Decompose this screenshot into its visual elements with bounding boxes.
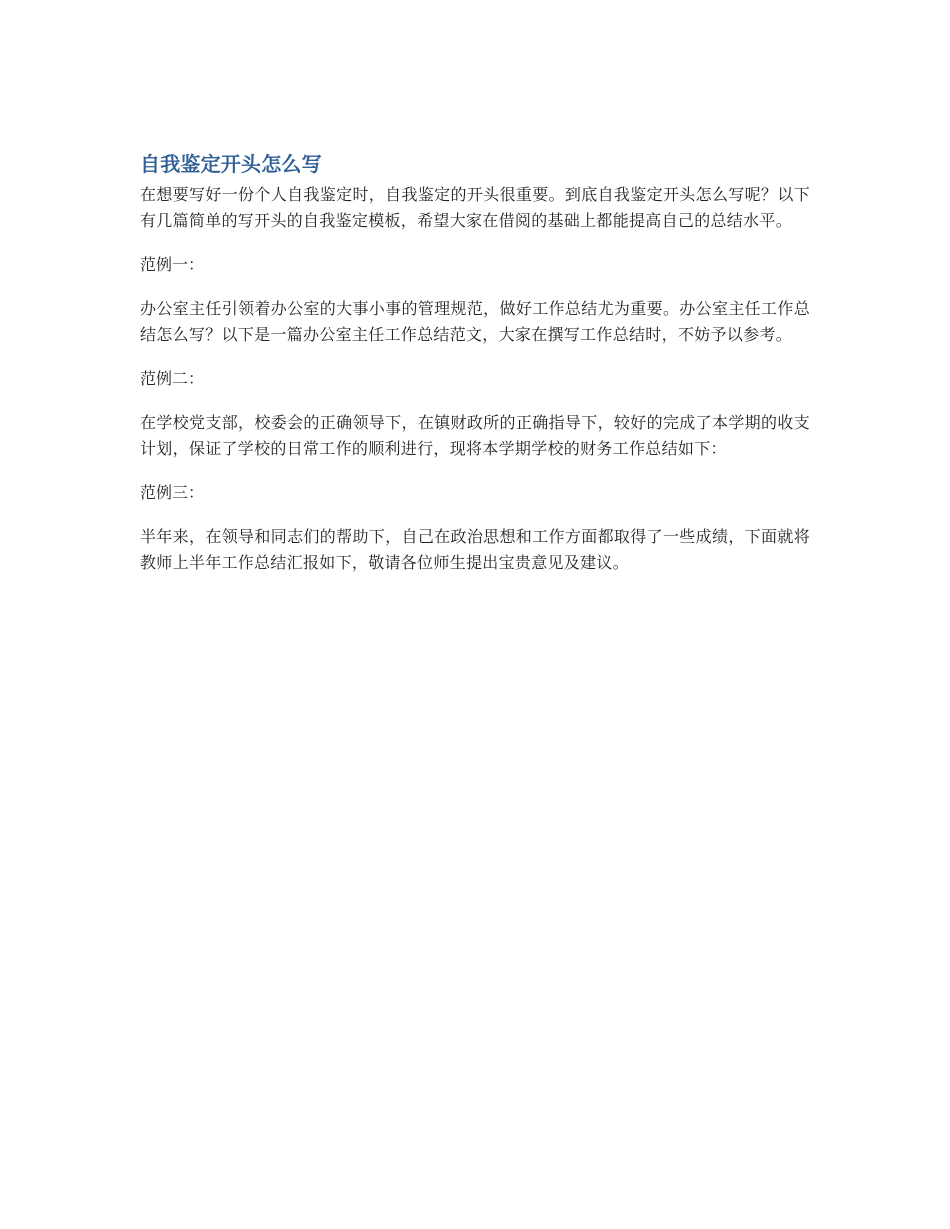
document-title: 自我鉴定开头怎么写 xyxy=(140,152,322,176)
example-2-label: 范例二： xyxy=(140,369,205,388)
example-1-label: 范例一： xyxy=(140,255,205,274)
example-2-paragraph: 在学校党支部，校委会的正确领导下，在镇财政所的正确指导下，较好的完成了本学期的收支计划，保证了学校的日常工作的顺利进行，现将本学期学校的财务工作总结如下： xyxy=(140,413,810,458)
intro-paragraph: 在想要写好一份个人自我鉴定时，自我鉴定的开头很重要。到底自我鉴定开头怎么写呢？以下有几篇简单的写开头的自我鉴定模板，希望大家在借阅的基础上都能提高自己的总结水平。 xyxy=(140,185,810,230)
example-1-paragraph: 办公室主任引领着办公室的大事小事的管理规范，做好工作总结尤为重要。办公室主任工作总结怎么写？以下是一篇办公室主任工作总结范文，大家在撰写工作总结时，不妨予以参考。 xyxy=(140,299,810,344)
example-3-label: 范例三： xyxy=(140,483,205,502)
example-3-paragraph: 半年来，在领导和同志们的帮助下，自己在政治思想和工作方面都取得了一些成绩，下面就将教师上半年工作总结汇报如下，敬请各位师生提出宝贵意见及建议。 xyxy=(140,527,810,572)
document-page xyxy=(140,148,810,594)
